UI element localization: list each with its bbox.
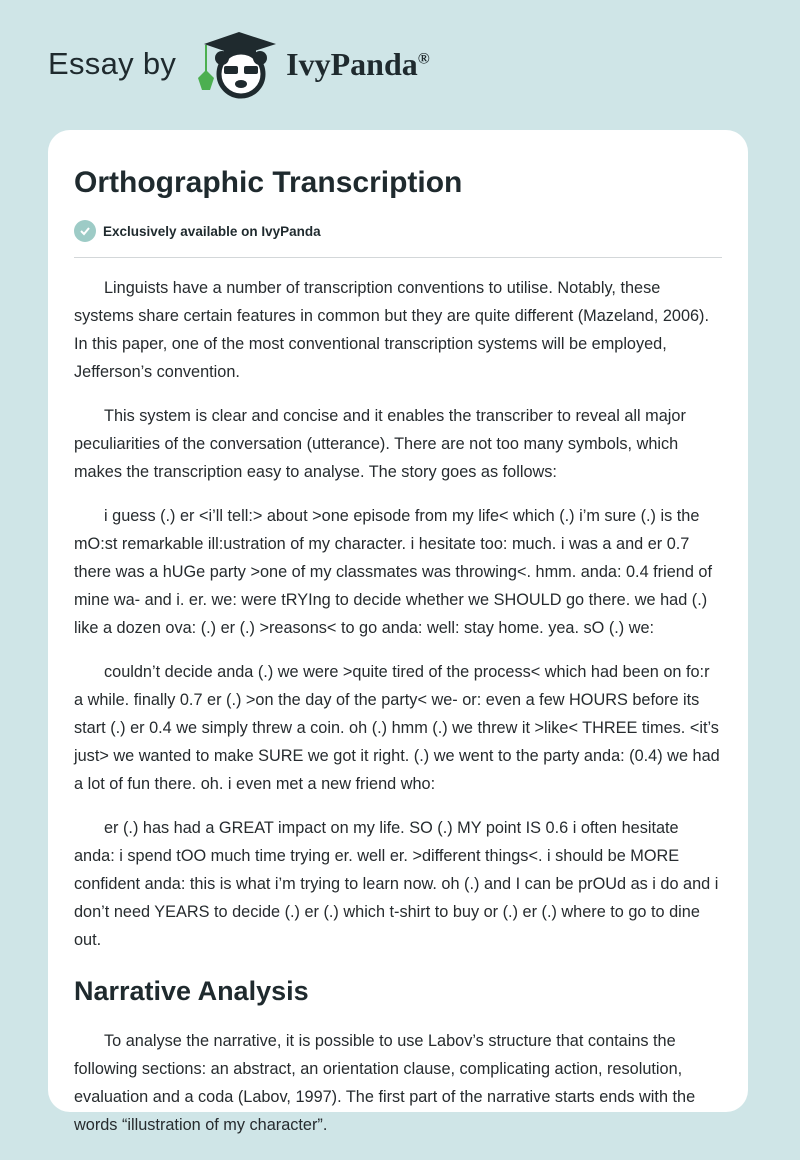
paragraph: To analyse the narrative, it is possible to use Labov’s structure that contains the following sections: an abstract, an orientation clause, complicating action, resolution, evaluation and a coda (Labov, 1997). The first part of the narrative starts ends with the words “illustration of my character”. — [74, 1032, 696, 1134]
paragraph: Linguists have a number of transcription conventions to utilise. Notably, these systems share certain features in common but they are quite different (Mazeland, 2006). In this paper, one of the most conventional transcription systems will be employed, Jefferson’s convention. — [74, 279, 709, 381]
transcript-paragraph: i guess (.) er <i’ll tell:> about >one episode from my life< which (.) i’m sure (.) is the mO:st remarkable ill:ustration of my character. i hesitate too: much. i was a and er 0.7 there was a hUGe party >one of my classmates was throwing<. hmm. anda: 0.4 friend of mine wa- and i. er. we: were tRYIng to decide whether we SHOULD go there. we had (.) like a dozen ova: (.) er (.) >reasons< to go anda: well: stay home. yea. sO (.) we: — [74, 507, 712, 637]
transcript-paragraph: er (.) has had a GREAT impact on my life. SO (.) MY point IS 0.6 i often hesitate anda: i spend tOO much time trying er. well er. >different things<. i should be MORE confident anda: this is what i’m trying to learn now. oh (.) and I can be prOUd as i do and i don’t need YEARS to decide (.) er (.) which t-shirt to buy or (.) er (.) where to go to dine out. — [74, 819, 719, 949]
section-heading: Narrative Analysis — [74, 976, 309, 1006]
exclusive-badge — [74, 220, 722, 242]
brand-name — [286, 46, 430, 83]
essay-by-label: Essay by — [48, 46, 177, 81]
site-header — [48, 28, 430, 100]
transcript-paragraph: couldn’t decide anda (.) we were >quite tired of the process< which had been on fo:r a while. finally 0.7 er (.) >on the day of the party< we- or: even a few HOURS before its start (.) er 0.4 we simply threw a coin. oh (.) hmm (.) we threw it >like< THREE times. <it’s just> we wanted to make SURE we got it right. (.) we went to the party anda: (0.4) we had a lot of fun there. oh. i even met a new friend who: — [74, 663, 720, 793]
article-title: Orthographic Transcription — [74, 166, 463, 199]
ivypanda-logo-icon — [194, 28, 284, 100]
paragraph: This system is clear and concise and it enables the transcriber to reveal all major peculiarities of the conversation (utterance). There are not too many symbols, which makes the transcription easy to analyse. The story goes as follows: — [74, 407, 686, 481]
badge-label: Exclusively available on IvyPanda — [103, 223, 321, 239]
article-card — [48, 130, 748, 1134]
checkmark-icon — [74, 220, 96, 242]
brand-text: IvyPanda — [286, 45, 418, 82]
divider — [74, 257, 722, 258]
registered-mark: ® — [417, 49, 430, 67]
